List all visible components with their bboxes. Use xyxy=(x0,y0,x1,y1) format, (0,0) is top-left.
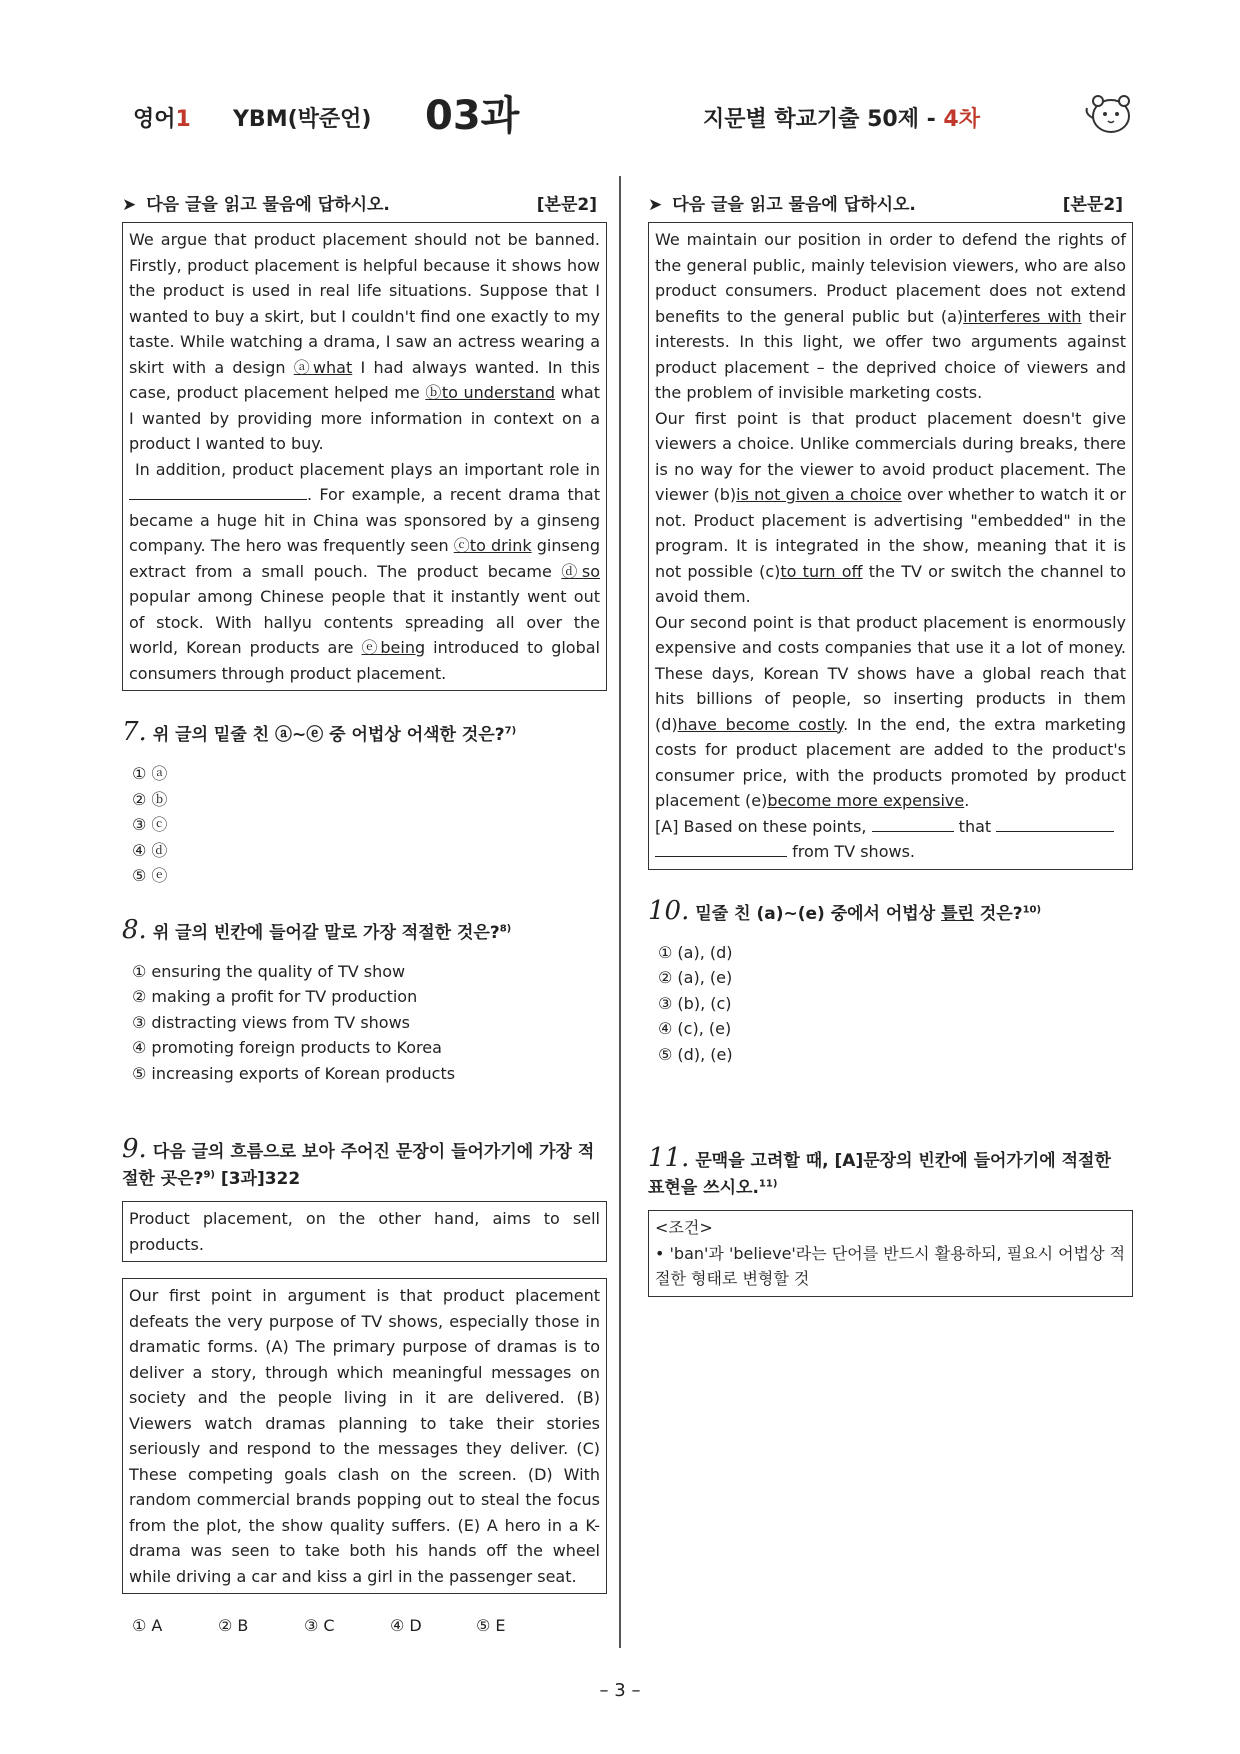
mascot-icon xyxy=(1081,88,1135,138)
page-number: – 3 – xyxy=(599,1680,641,1701)
answer-option[interactable]: ④ (c), (e) xyxy=(658,1019,732,1038)
underline-b: is not given a choice xyxy=(736,485,902,504)
underline-b: ⓑto understand xyxy=(425,383,556,402)
publisher-label: YBM(박준언) xyxy=(233,107,372,132)
answer-option[interactable]: ⑤ ⓔ xyxy=(132,866,168,885)
q9-passage-box: Our first point in argument is that product placement defeats the very purpose of TV shows, especially those in dramatic forms. (A) The primary purpose of dramas is to deliver a story, through which meaningful messages on society and the people living in it are delivered. (B) Viewers watch dramas planning to take their stories seriously and respond to the messages they deliver. (C) These competing goals clash on the screen. (D) With random commercial brands popping out to steal the focus from the plot, the show quality suffers. (E) A hero in a K-drama was seen to take both his hands off the wheel while driving a car and kiss a girl in the passenger seat. xyxy=(122,1278,607,1594)
answer-option[interactable]: ② B xyxy=(218,1616,249,1635)
arrow-icon: ➤ xyxy=(648,195,663,215)
answer-option[interactable]: ③ distracting views from TV shows xyxy=(132,1012,410,1032)
q7-options xyxy=(132,761,607,889)
underline-a: ⓐwhat xyxy=(293,357,353,377)
q8-options xyxy=(132,959,607,1087)
answer-blank xyxy=(872,815,954,832)
answer-option[interactable]: ④ promoting foreign products to Korea xyxy=(132,1038,442,1057)
right-column xyxy=(648,190,1133,1297)
underline-d: ⓓso xyxy=(561,561,600,581)
q10-options xyxy=(658,940,1133,1068)
question-7: 7. 위 글의 밑줄 친 ⓐ~ⓔ 중 어법상 어색한 것은?$^{7)}$ xyxy=(122,717,517,747)
question-11: 11. 문맥을 고려할 때, [A]문장의 빈칸에 들어가기에 적절한 표현을 쓰시오.$^{11)}$ xyxy=(648,1143,1111,1198)
answer-blank xyxy=(129,483,307,500)
answer-option[interactable]: ③ ⓒ xyxy=(132,815,168,834)
arrow-icon: ➤ xyxy=(122,195,137,215)
passage-box: We argue that product placement should not be banned. Firstly, product placement is helpful because it shows how the product is used in real life situations. Suppose that I wanted to buy a skirt, but I couldn't find one exactly to my taste. While watching a drama, I saw an actress wearing a skirt with a design ⓐwhat I had always wanted. In this case, product placement helped me ⓑto understand what I wanted by providing more information in context on a product I wanted to buy. In addition, product placement plays an important role in . For example, a recent drama that became a huge hit in China was sponsored by a ginseng company. The hero was frequently seen ⓒto drink ginseng extract from a small pouch. The product became ⓓso popular among Chinese people that it instantly went out of stock. With hallyu contents spreading all over the world, Korean products are ⓔbeing introduced to global consumers through product placement. xyxy=(122,222,607,691)
answer-blank xyxy=(655,840,787,857)
underline-a: interferes with xyxy=(963,306,1082,326)
exam-title: 지문별 학교기출 50제 - 4차 xyxy=(703,107,980,132)
answer-option[interactable]: ① ensuring the quality of TV show xyxy=(132,961,406,981)
q9-options xyxy=(132,1616,607,1635)
underline-c: ⓒto drink xyxy=(453,536,532,555)
underline-d: have become costly xyxy=(677,714,844,734)
passage-tag: [본문2] xyxy=(1062,195,1123,215)
answer-option[interactable]: ④ ⓓ xyxy=(132,840,168,860)
answer-option[interactable]: ① ⓐ xyxy=(132,764,168,783)
underline-e: ⓔbeing xyxy=(361,638,426,657)
answer-option[interactable]: ④ D xyxy=(390,1616,422,1635)
instruction-left: ➤ 다음 글을 읽고 물음에 답하시오. [본문2] xyxy=(122,190,607,220)
left-column xyxy=(122,190,607,1635)
instruction-right: ➤ 다음 글을 읽고 물음에 답하시오. [본문2] xyxy=(648,190,1133,220)
lesson-title: 03과 xyxy=(425,93,520,139)
answer-option[interactable]: ⑤ (d), (e) xyxy=(658,1044,733,1064)
answer-option[interactable]: ③ (b), (c) xyxy=(658,993,732,1013)
answer-option[interactable]: ③ C xyxy=(304,1616,335,1635)
underline-c: to turn off xyxy=(780,561,863,581)
answer-option[interactable]: ⑤ E xyxy=(476,1616,506,1635)
subject-title: 영어1 xyxy=(133,107,191,132)
answer-option[interactable]: ② (a), (e) xyxy=(658,968,733,987)
answer-option[interactable]: ② ⓑ xyxy=(132,789,168,809)
given-sentence-box: Product placement, on the other hand, aims to sell products. xyxy=(122,1201,607,1262)
passage-tag: [본문2] xyxy=(536,195,597,215)
answer-option[interactable]: ⑤ increasing exports of Korean products xyxy=(132,1063,456,1083)
condition-box: <조건> • 'ban'과 'believe'라는 단어를 반드시 활용하되, 필요시 어법상 적절한 형태로 변형할 것 xyxy=(648,1210,1133,1297)
answer-option[interactable]: ① A xyxy=(132,1616,163,1635)
answer-blank xyxy=(996,815,1114,832)
column-divider xyxy=(619,176,621,1648)
question-9: 9. 다음 글의 흐름으로 보아 주어진 문장이 들어가기에 가장 적절한 곳은?$^{9)}$ [3과]322 xyxy=(122,1134,595,1189)
underline-e: become more expensive xyxy=(767,791,965,810)
passage-box-right: We maintain our position in order to defend the rights of the general public, mainly television viewers, who are also product consumers. Product placement does not extend benefits to the general public but (a)interferes with their interests. In this light, we offer two arguments against product placement – the deprived choice of viewers and the problem of invisible marketing costs. Our first point is that product placement doesn't give viewers a choice. Unlike commercials during breaks, there is no way for the viewer to avoid product placement. The viewer (b)is not given a choice over whether to watch it or not. Product placement is advertising "embedded" in the program. It is integrated in the show, meaning that it is not possible (c)to turn off the TV or switch the channel to avoid them. Our second point is that product placement is enormously expensive and costs companies that use it a lot of money. These days, Korean TV shows have a global reach that hits billions of people, so inserting products in them (d)have become costly. In the end, the extra marketing costs for product placement are added to the product's consumer price, with the products promoted by product placement (e)become more expensive. [A] Based on these points, that from TV shows. xyxy=(648,222,1133,870)
answer-option[interactable]: ② making a profit for TV production xyxy=(132,987,418,1006)
question-8: 8. 위 글의 빈칸에 들어갈 말로 가장 적절한 것은?$^{8)}$ xyxy=(122,914,512,945)
page-header xyxy=(133,84,1133,144)
question-10: 10. 밑줄 친 (a)~(e) 중에서 어법상 틀린 것은?$^{10)}$ xyxy=(648,895,1042,926)
answer-option[interactable]: ① (a), (d) xyxy=(658,942,733,962)
